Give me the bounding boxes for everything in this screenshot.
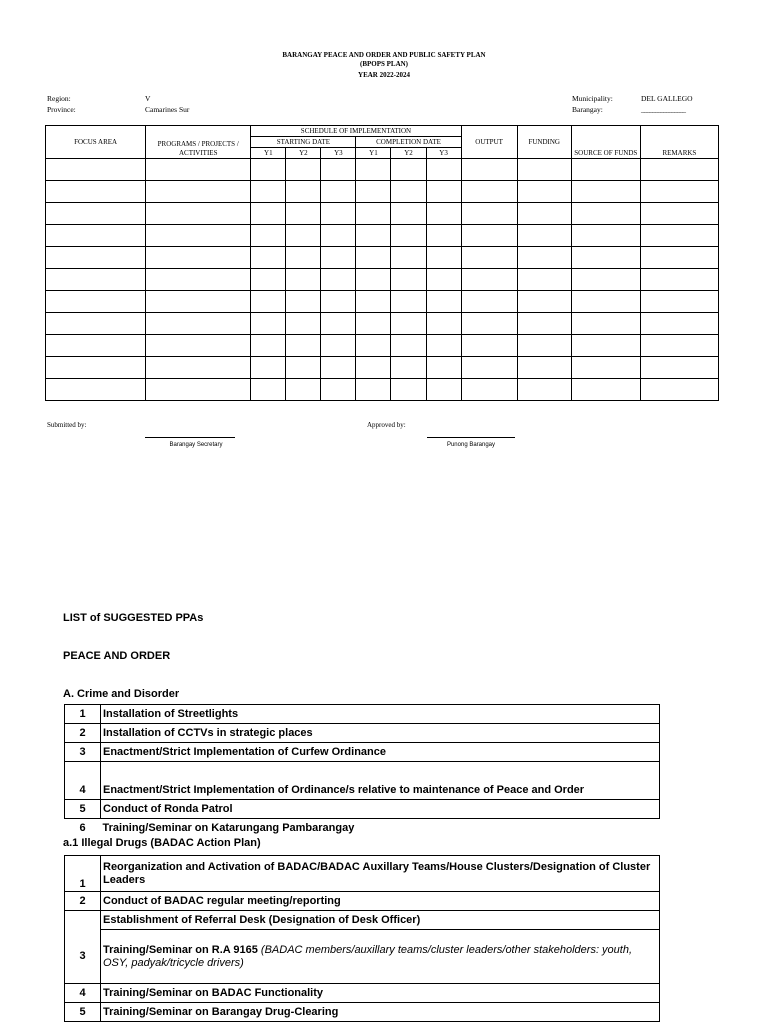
document-title: BARANGAY PEACE AND ORDER AND PUBLIC SAFETY PLAN	[282, 51, 486, 59]
plan-table-cell	[571, 313, 640, 335]
province-value: Camarines Sur	[145, 105, 190, 114]
plan-table-cell	[426, 313, 461, 335]
plan-table-cell	[321, 247, 356, 269]
plan-table-cell	[356, 313, 391, 335]
col-start-y3: Y3	[321, 148, 356, 159]
crime-num: 4	[65, 762, 101, 800]
plan-table-cell	[461, 269, 517, 291]
plan-table-cell	[286, 357, 321, 379]
plan-table-cell	[461, 159, 517, 181]
plan-table-cell	[391, 181, 426, 203]
plan-table-cell	[391, 247, 426, 269]
col-completion-date: COMPLETION DATE	[356, 137, 461, 148]
plan-table-cell	[461, 225, 517, 247]
crime-num: 5	[65, 800, 101, 819]
crime-item: Enactment/Strict Implementation of Curfew Ordinance	[101, 743, 660, 762]
col-start-y1: Y1	[251, 148, 286, 159]
plan-table-cell	[640, 247, 718, 269]
plan-table-cell	[46, 225, 146, 247]
plan-table-cell	[426, 335, 461, 357]
submitted-by-label: Submitted by:	[47, 421, 87, 429]
drug-num: 5	[65, 1003, 101, 1022]
municipality-value: DEL GALLEGO	[641, 94, 693, 103]
plan-table-cell	[517, 313, 571, 335]
plan-table-cell	[571, 269, 640, 291]
plan-table-cell	[391, 357, 426, 379]
plan-table-cell	[251, 335, 286, 357]
plan-table-body	[46, 159, 719, 401]
plan-table-row	[46, 159, 719, 181]
plan-table-cell	[286, 181, 321, 203]
drugs-table	[64, 855, 660, 1022]
plan-table-cell	[146, 159, 251, 181]
plan-table-cell	[517, 159, 571, 181]
drug-num: 1	[65, 856, 101, 892]
drug-num	[65, 911, 101, 930]
plan-table-cell	[356, 247, 391, 269]
plan-table-cell	[571, 181, 640, 203]
col-schedule: SCHEDULE OF IMPLEMENTATION	[251, 126, 461, 137]
plan-table-cell	[321, 313, 356, 335]
plan-table-cell	[286, 379, 321, 401]
plan-table-cell	[571, 159, 640, 181]
col-output: OUTPUT	[461, 126, 517, 159]
plan-table-cell	[251, 357, 286, 379]
crime-num: 6	[79, 821, 86, 834]
plan-table-cell	[517, 379, 571, 401]
plan-table-cell	[321, 357, 356, 379]
drug-item-text: Training/Seminar on R.A 9165	[103, 943, 261, 956]
plan-table-row	[46, 203, 719, 225]
region-value: V	[145, 94, 151, 103]
crime-num: 2	[65, 724, 101, 743]
plan-table-cell	[321, 269, 356, 291]
crime-item: Installation of Streetlights	[101, 705, 660, 724]
col-focus-area: FOCUS AREA	[46, 126, 146, 159]
plan-table-cell	[426, 159, 461, 181]
plan-table-cell	[571, 379, 640, 401]
plan-table-cell	[251, 247, 286, 269]
drug-item-italic: (BADAC members/auxillary teams/cluster leaders/other stakeholders: youth, OSY, padyak/tricycle drivers)	[103, 943, 633, 969]
plan-table-cell	[461, 335, 517, 357]
plan-table-cell	[391, 313, 426, 335]
plan-table-cell	[640, 159, 718, 181]
punong-title: Punong Barangay	[446, 442, 496, 448]
col-end-y2: Y2	[391, 148, 426, 159]
col-ppa: PROGRAMS / PROJECTS / ACTIVITIES	[146, 126, 251, 159]
plan-table-cell	[321, 203, 356, 225]
plan-table-cell	[356, 159, 391, 181]
plan-table-cell	[251, 291, 286, 313]
plan-table-row	[46, 225, 719, 247]
crime-item: Conduct of Ronda Patrol	[101, 800, 660, 819]
drugs-heading: a.1 Illegal Drugs (BADAC Action Plan)	[63, 837, 261, 849]
plan-table-cell	[517, 203, 571, 225]
plan-table-cell	[571, 225, 640, 247]
plan-table-cell	[46, 247, 146, 269]
plan-table-cell	[356, 269, 391, 291]
plan-table-cell	[640, 313, 718, 335]
plan-table-cell	[251, 181, 286, 203]
plan-table-cell	[286, 159, 321, 181]
plan-table-cell	[517, 291, 571, 313]
plan-table-cell	[321, 291, 356, 313]
plan-table-cell	[251, 313, 286, 335]
plan-table-cell	[146, 291, 251, 313]
col-end-y3: Y3	[426, 148, 461, 159]
plan-table-row	[46, 357, 719, 379]
col-end-y1: Y1	[356, 148, 391, 159]
plan-table-cell	[46, 313, 146, 335]
document-subtitle: (BPOPS PLAN)	[359, 60, 409, 68]
plan-table-cell	[571, 203, 640, 225]
plan-table-cell	[426, 379, 461, 401]
plan-table-cell	[286, 247, 321, 269]
approved-by-label: Approved by:	[367, 421, 406, 429]
plan-table-cell	[356, 379, 391, 401]
plan-table-cell	[286, 203, 321, 225]
plan-table-cell	[391, 379, 426, 401]
plan-table-cell	[426, 225, 461, 247]
region-label: Region:	[47, 94, 71, 103]
plan-table-cell	[461, 291, 517, 313]
plan-table-row	[46, 291, 719, 313]
col-source-of-funds: SOURCE OF FUNDS	[571, 126, 640, 159]
plan-table-cell	[517, 247, 571, 269]
plan-table-cell	[146, 379, 251, 401]
crime-heading: A. Crime and Disorder	[63, 688, 180, 700]
plan-table-row	[46, 313, 719, 335]
plan-table-cell	[286, 291, 321, 313]
plan-table-cell	[391, 203, 426, 225]
drug-item: Establishment of Referral Desk (Designation of Desk Officer)	[101, 911, 660, 930]
plan-table-cell	[321, 159, 356, 181]
plan-table-cell	[46, 269, 146, 291]
plan-table-cell	[146, 225, 251, 247]
plan-table-cell	[517, 335, 571, 357]
plan-table-cell	[356, 335, 391, 357]
plan-table-cell	[251, 159, 286, 181]
plan-table-cell	[426, 357, 461, 379]
plan-table-cell	[286, 335, 321, 357]
crime-table	[64, 704, 660, 838]
list-heading: LIST of SUGGESTED PPAs	[63, 612, 204, 624]
barangay-value: ________________	[641, 105, 685, 114]
province-label: Province:	[47, 105, 76, 114]
plan-table-cell	[426, 203, 461, 225]
plan-table-row	[46, 335, 719, 357]
plan-table-cell	[46, 203, 146, 225]
punong-signature-line	[427, 437, 515, 438]
col-remarks: REMARKS	[640, 126, 718, 159]
plan-table-cell	[286, 269, 321, 291]
plan-table-cell	[391, 335, 426, 357]
plan-table-cell	[461, 357, 517, 379]
drug-item: Training/Seminar on Barangay Drug-Clearing	[101, 1003, 660, 1022]
plan-table-cell	[146, 335, 251, 357]
plan-table-cell	[640, 203, 718, 225]
drug-item: Training/Seminar on BADAC Functionality	[101, 984, 660, 1003]
drug-num: 3	[65, 930, 101, 984]
plan-table-cell	[251, 203, 286, 225]
plan-table-cell	[571, 357, 640, 379]
plan-table-cell	[356, 291, 391, 313]
municipality-label: Municipality:	[572, 94, 613, 103]
plan-table-cell	[251, 379, 286, 401]
plan-table-cell	[461, 203, 517, 225]
col-starting-date: STARTING DATE	[251, 137, 356, 148]
plan-table-cell	[517, 181, 571, 203]
plan-table-cell	[391, 159, 426, 181]
plan-table-cell	[46, 335, 146, 357]
plan-table-cell	[146, 357, 251, 379]
crime-num: 3	[65, 743, 101, 762]
plan-table-row	[46, 269, 719, 291]
plan-table-cell	[571, 291, 640, 313]
crime-num: 1	[65, 705, 101, 724]
crime-item: Installation of CCTVs in strategic places	[101, 724, 660, 743]
plan-table-row	[46, 247, 719, 269]
drug-item: Reorganization and Activation of BADAC/BADAC Auxillary Teams/House Clusters/Designation of Cluster Leaders	[101, 856, 660, 892]
plan-table-cell	[571, 335, 640, 357]
bpops-plan-table	[45, 125, 719, 401]
plan-table-cell	[251, 225, 286, 247]
plan-table-cell	[640, 335, 718, 357]
crime-item: Enactment/Strict Implementation of Ordinance/s relative to maintenance of Peace and Order	[101, 762, 660, 800]
plan-table-cell	[356, 181, 391, 203]
plan-table-cell	[251, 269, 286, 291]
plan-table-row	[46, 379, 719, 401]
drug-item: Conduct of BADAC regular meeting/reporting	[101, 892, 660, 911]
plan-table-cell	[640, 181, 718, 203]
plan-table-cell	[46, 357, 146, 379]
plan-table-cell	[517, 269, 571, 291]
plan-table-cell	[426, 269, 461, 291]
plan-table-cell	[321, 379, 356, 401]
plan-table-cell	[391, 269, 426, 291]
plan-table-cell	[321, 225, 356, 247]
drug-num: 4	[65, 984, 101, 1003]
col-funding: FUNDING	[517, 126, 571, 159]
plan-table-cell	[640, 291, 718, 313]
secretary-title: Barangay Secretary	[169, 442, 223, 448]
plan-table-cell	[46, 181, 146, 203]
plan-table-cell	[286, 225, 321, 247]
plan-table-cell	[356, 203, 391, 225]
plan-table-cell	[640, 225, 718, 247]
plan-table-cell	[356, 357, 391, 379]
plan-table-row	[46, 181, 719, 203]
crime-item: Training/Seminar on Katarungang Pambarangay	[102, 821, 355, 834]
plan-table-cell	[426, 247, 461, 269]
drug-num: 2	[65, 892, 101, 911]
drug-item	[101, 930, 660, 984]
plan-table-cell	[517, 225, 571, 247]
document-year: YEAR 2022-2024	[358, 71, 410, 79]
plan-table-cell	[426, 291, 461, 313]
plan-table-cell	[640, 379, 718, 401]
plan-table-cell	[461, 181, 517, 203]
secretary-signature-line	[145, 437, 235, 438]
barangay-label: Barangay:	[572, 105, 603, 114]
plan-table-cell	[391, 225, 426, 247]
plan-table-cell	[461, 379, 517, 401]
plan-table-cell	[640, 357, 718, 379]
plan-table-cell	[46, 379, 146, 401]
plan-table-cell	[146, 313, 251, 335]
plan-table-cell	[426, 181, 461, 203]
plan-table-cell	[46, 159, 146, 181]
plan-table-cell	[461, 247, 517, 269]
plan-table-cell	[146, 181, 251, 203]
plan-table-cell	[640, 269, 718, 291]
plan-table-cell	[321, 181, 356, 203]
section-heading: PEACE AND ORDER	[63, 650, 171, 662]
plan-table-cell	[321, 335, 356, 357]
plan-table-cell	[146, 203, 251, 225]
plan-table-cell	[517, 357, 571, 379]
plan-table-cell	[146, 269, 251, 291]
plan-table-cell	[461, 313, 517, 335]
plan-table-cell	[391, 291, 426, 313]
plan-table-cell	[356, 225, 391, 247]
plan-table-cell	[571, 247, 640, 269]
plan-table-cell	[146, 247, 251, 269]
col-start-y2: Y2	[286, 148, 321, 159]
plan-table-cell	[46, 291, 146, 313]
plan-table-cell	[286, 313, 321, 335]
